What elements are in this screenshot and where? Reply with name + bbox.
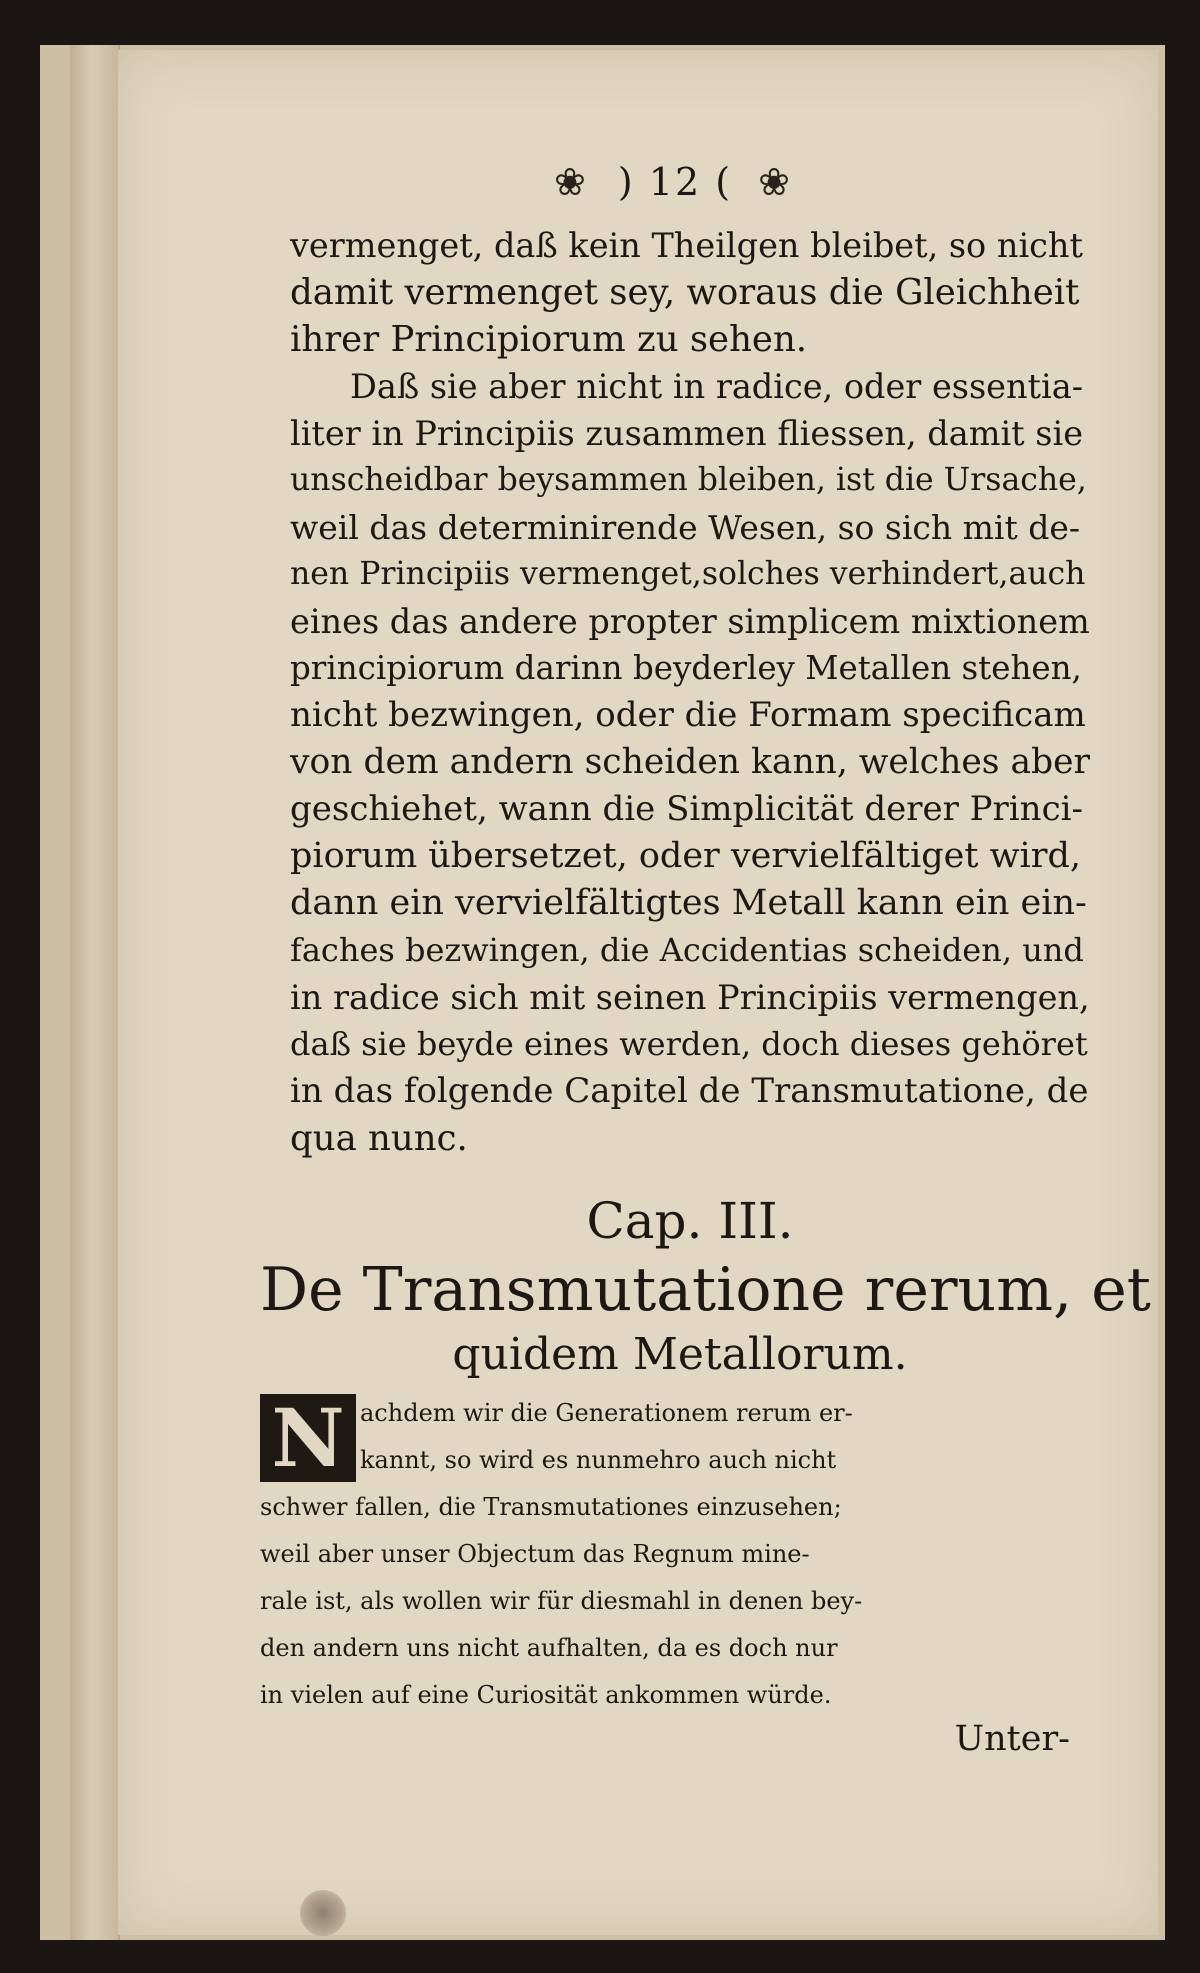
paragraph-1 bbox=[290, 222, 1090, 363]
ornament-left-icon: ❀ bbox=[553, 160, 592, 204]
text-line: den andern uns nicht aufhalten, da es doch nur bbox=[260, 1634, 838, 1662]
text-line: vermenget, daß kein Theilgen bleibet, so nicht bbox=[290, 226, 1083, 265]
chapter-title: De Transmutatione rerum, et bbox=[260, 1255, 1151, 1325]
paragraph-3-text bbox=[260, 1390, 1090, 1719]
chapter-subtitle: quidem Metallorum. bbox=[452, 1329, 908, 1380]
text-line: nen Principiis vermenget,solches verhindert,auch bbox=[290, 556, 1086, 592]
text-line: weil aber unser Objectum das Regnum mine- bbox=[260, 1540, 810, 1568]
text-line: von dem andern scheiden kann, welches aber bbox=[290, 742, 1091, 782]
chapter-number: Cap. III. bbox=[586, 1192, 794, 1250]
catchword: Unter- bbox=[954, 1719, 1070, 1759]
text-line: kannt, so wird es nunmehro auch nicht bbox=[360, 1446, 837, 1474]
text-line: ihrer Principiorum zu sehen. bbox=[290, 319, 808, 360]
text-line: qua nunc. bbox=[290, 1118, 468, 1159]
text-line: damit vermenget sey, woraus die Gleichheit bbox=[290, 272, 1080, 313]
ornament-right-icon: ❀ bbox=[758, 160, 797, 204]
decorative-initial: N bbox=[260, 1394, 356, 1482]
text-line: in vielen auf eine Curiosität ankommen würde. bbox=[260, 1681, 832, 1709]
page-stain bbox=[300, 1890, 346, 1936]
paragraph-3 bbox=[260, 1390, 1090, 1719]
text-line: piorum übersetzet, oder vervielfältiget wird, bbox=[290, 836, 1081, 876]
text-line: faches bezwingen, die Accidentias scheiden, und bbox=[290, 931, 1084, 969]
page-header bbox=[260, 160, 1090, 204]
text-line: rale ist, als wollen wir für diesmahl in denen bey- bbox=[260, 1587, 863, 1615]
text-line: Daß sie aber nicht in radice, oder essentia- bbox=[350, 367, 1084, 406]
text-line: achdem wir die Generationem rerum er- bbox=[360, 1399, 853, 1427]
text-line: eines das andere propter simplicem mixtionem bbox=[290, 602, 1090, 641]
text-line: weil das determinirende Wesen, so sich mit de- bbox=[290, 508, 1081, 547]
text-line: dann ein vervielfältigtes Metall kann ein ein- bbox=[290, 883, 1087, 923]
text-line: principiorum darinn beyderley Metallen stehen, bbox=[290, 649, 1082, 687]
text-line: schwer fallen, die Transmutationes einzusehen; bbox=[260, 1493, 842, 1521]
text-line: in radice sich mit seinen Principiis vermengen, bbox=[290, 978, 1090, 1017]
text-line: daß sie beyde eines werden, doch dieses gehöret bbox=[290, 1025, 1088, 1063]
page-number: ) 12 ( bbox=[617, 160, 733, 204]
text-line: liter in Principiis zusammen fliessen, damit sie bbox=[290, 414, 1084, 453]
text-line: nicht bezwingen, oder die Formam specificam bbox=[290, 695, 1086, 735]
page-text bbox=[260, 160, 1151, 1759]
paragraph-2 bbox=[290, 363, 1090, 1162]
text-line: unscheidbar beysammen bleiben, ist die Ursache, bbox=[290, 462, 1087, 498]
text-line: geschiehet, wann die Simplicität derer Princi- bbox=[290, 789, 1083, 829]
binding-strip bbox=[70, 45, 120, 1940]
text-line: in das folgende Capitel de Transmutatione, de bbox=[290, 1071, 1089, 1111]
